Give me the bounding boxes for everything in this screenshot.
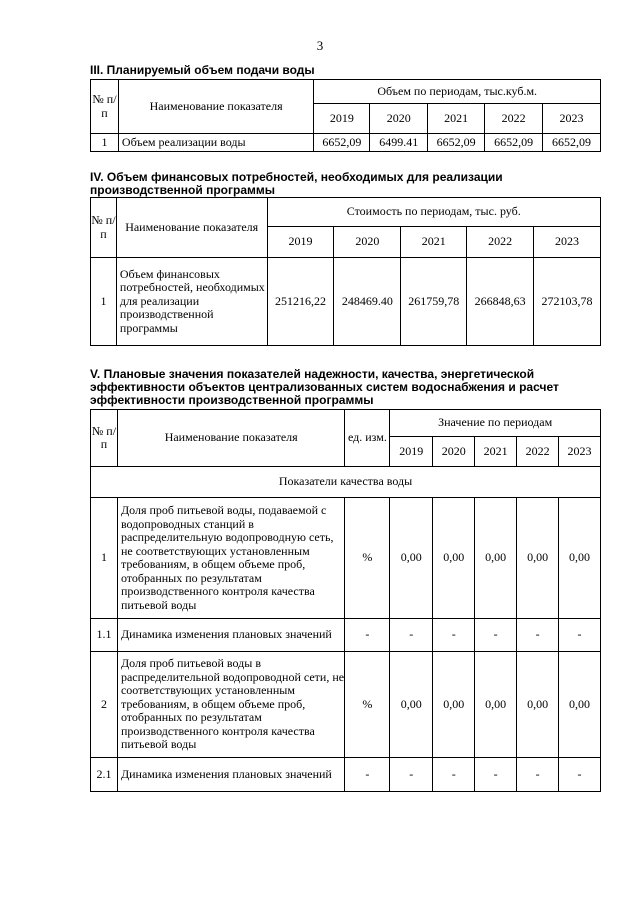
section4-heading-line1: IV. Объем финансовых потребностей, необходимых для реализации [90,170,503,184]
page-number: 3 [316,38,324,53]
row-value: 6652,09 [428,134,485,152]
row-num: 2.1 [91,758,118,792]
col-group-header: Значение по периодам [390,410,601,437]
table-row [91,619,601,652]
col-name-header: Наименование показателя [118,80,313,134]
year-header: 2021 [401,227,467,258]
row-value: 248469.40 [334,258,401,346]
row-value: - [517,758,559,792]
row-value: - [433,619,475,652]
section5-heading-line1: V. Плановые значения показателей надежности, качества, энергетической [90,367,535,381]
row-value: - [559,758,601,792]
row-value: - [433,758,475,792]
row-value: 6499.41 [370,134,428,152]
col-name-header: Наименование показателя [117,410,344,467]
row-value: 6652,09 [543,134,601,152]
row-name: Динамика изменения плановых значений [117,758,344,792]
table-row [91,498,601,619]
row-name: Доля проб питьевой воды, подаваемой с водопроводных станций в распределительную водопроводную сеть, не соответствующих установленным требованиям, в общем объеме проб, отобранных по результатам производственного контроля качества питьевой воды [117,498,344,619]
col-unit-header: ед. изм. [345,410,390,467]
section5-table [90,409,601,792]
year-header: 2022 [517,437,559,467]
row-value: 0,00 [390,652,433,758]
table-row [91,758,601,792]
row-value: 0,00 [390,498,433,619]
year-header: 2019 [390,437,433,467]
year-header: 2020 [334,227,401,258]
row-name: Доля проб питьевой воды в распределительной водопроводной сети, не соответствующих установленным требованиям, в общем объеме проб, отобранных по результатам производственного контроля качества питьевой воды [117,652,344,758]
section5-heading-line3: эффективности производственной программы [90,393,374,407]
row-value: - [390,758,433,792]
row-value: 0,00 [559,498,601,619]
row-num: 1 [91,498,118,619]
row-value: - [475,619,517,652]
year-header: 2020 [433,437,475,467]
year-header: 2023 [534,227,601,258]
row-name: Объем финансовых потребностей, необходимых для реализации производственной программы [116,258,267,346]
row-value: 0,00 [475,498,517,619]
row-unit: - [345,758,390,792]
section4-heading-line2: производственной программы [90,183,275,197]
section3-table [90,79,601,152]
col-group-header: Стоимость по периодам, тыс. руб. [267,198,601,227]
row-num: 1.1 [91,619,118,652]
section5-heading-line2: эффективности объектов централизованных систем водоснабжения и расчет [90,380,559,394]
row-value: 0,00 [517,652,559,758]
row-value: - [517,619,559,652]
row-unit: % [345,498,390,619]
row-value: 266848,63 [467,258,534,346]
row-unit: - [345,619,390,652]
row-num: 1 [91,134,119,152]
table-row [91,652,601,758]
row-value: 0,00 [517,498,559,619]
row-value: 261759,78 [401,258,467,346]
year-header: 2023 [543,104,601,134]
row-num: 1 [91,258,117,346]
row-name: Объем реализации воды [118,134,313,152]
col-name-header: Наименование показателя [116,198,267,258]
row-unit: % [345,652,390,758]
table-row [91,134,601,152]
row-value: 0,00 [433,498,475,619]
col-num-header: № п/п [91,410,118,467]
year-header: 2022 [467,227,534,258]
row-value: 6652,09 [314,134,370,152]
row-name: Динамика изменения плановых значений [117,619,344,652]
year-header: 2019 [267,227,334,258]
row-value: 0,00 [433,652,475,758]
year-header: 2023 [559,437,601,467]
year-header: 2021 [475,437,517,467]
year-header: 2019 [314,104,370,134]
section4-table [90,197,601,346]
col-group-header: Объем по периодам, тыс.куб.м. [314,80,601,104]
row-value: 251216,22 [267,258,334,346]
row-value: 0,00 [475,652,517,758]
col-num-header: № п/п [91,80,119,134]
year-header: 2020 [370,104,428,134]
col-num-header: № п/п [91,198,117,258]
section-subheader: Показатели качества воды [91,467,601,498]
row-value: - [559,619,601,652]
row-value: 6652,09 [485,134,543,152]
row-value: - [475,758,517,792]
year-header: 2022 [485,104,543,134]
row-value: 0,00 [559,652,601,758]
row-value: - [390,619,433,652]
section3-heading: III. Планируемый объем подачи воды [90,63,315,77]
row-num: 2 [91,652,118,758]
row-value: 272103,78 [534,258,601,346]
year-header: 2021 [428,104,485,134]
table-row [91,258,601,346]
